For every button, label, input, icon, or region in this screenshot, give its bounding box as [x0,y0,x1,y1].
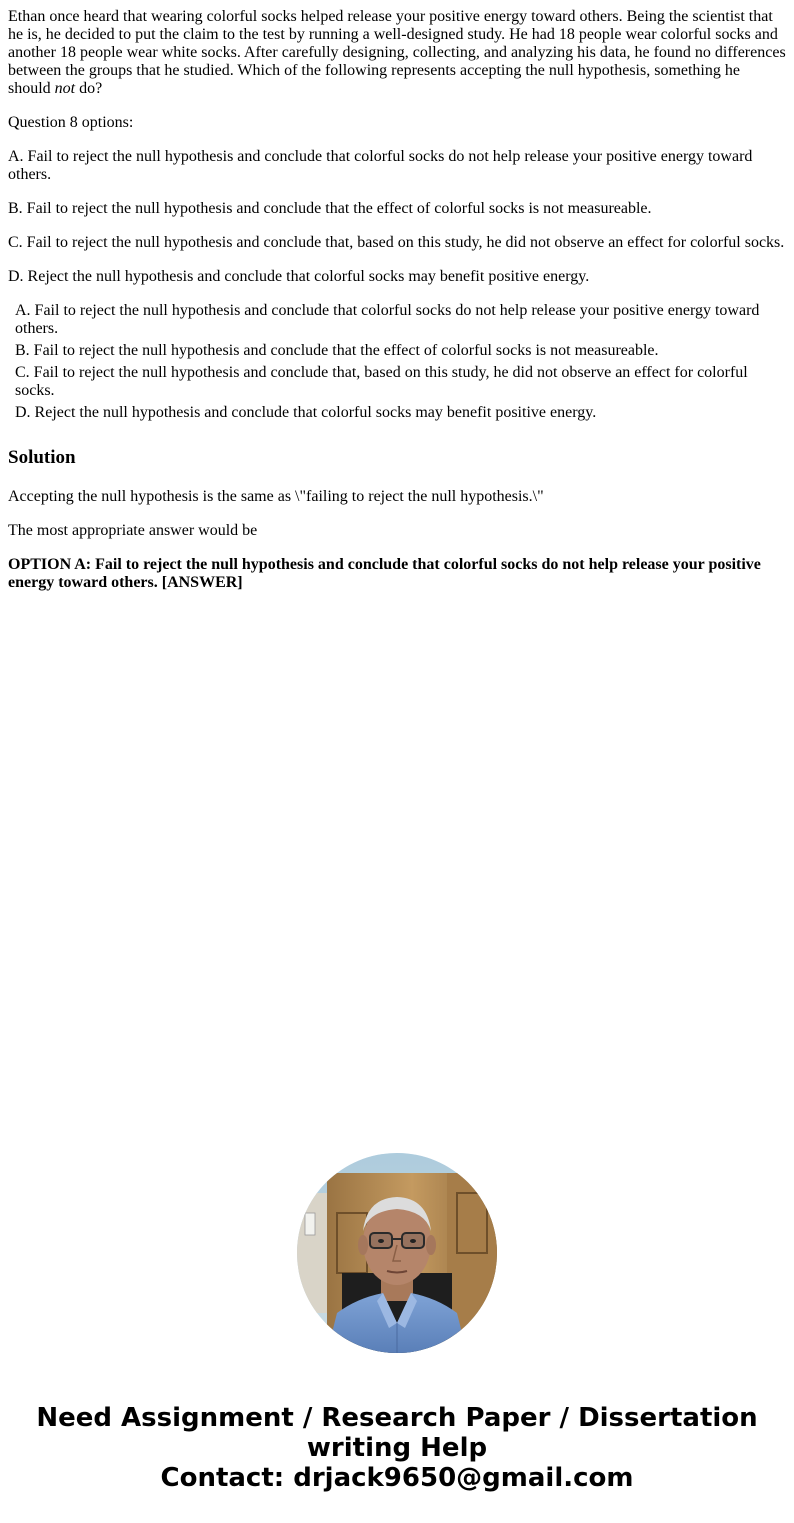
footer-line-1: Need Assignment / Research Paper / Dissertation [36,1403,758,1433]
option-paragraph-a: A. Fail to reject the null hypothesis and conclude that colorful socks do not help release your positive energy toward others. [8,148,753,183]
solution-answer: OPTION A: Fail to reject the null hypothesis and conclude that colorful socks do not help release your positive energy toward others. [ANSWER] [8,556,761,591]
avatar-photo [297,1153,497,1353]
footer-contact: Contact: drjack9650@gmail.com [160,1463,634,1493]
question-text [8,8,786,98]
option-paragraph-c: C. Fail to reject the null hypothesis and conclude that, based on this study, he did not observe an effect for colorful socks. [8,234,785,251]
option-list [8,302,786,422]
footer-banner [0,1403,794,1493]
option-paragraph-b: B. Fail to reject the null hypothesis and conclude that the effect of colorful socks is not measureable. [8,200,652,217]
document-body [0,0,794,592]
question-text-after: do? [75,80,103,97]
solution-line-1: Accepting the null hypothesis is the same as \"failing to reject the null hypothesis.\" [8,488,544,505]
option-list-item-b: B. Fail to reject the null hypothesis and conclude that the effect of colorful socks is not measureable. [15,342,659,359]
question-text-before: Ethan once heard that wearing colorful socks helped release your positive energy toward others. Being the scientist that he is, he decided to put the claim to the test by running a well-designed study. He had 18 people wear colorful socks and another 18 people wear white socks. After carefully designing, collecting, and analyzing his data, he found no differences between the groups that he studied. Which of the following represents accepting the null hypothesis, something he should [8,8,786,97]
solution-line-2: The most appropriate answer would be [8,522,258,539]
option-list-item-d: D. Reject the null hypothesis and conclude that colorful socks may benefit positive energy. [15,404,597,421]
solution-heading: Solution [8,447,76,468]
avatar [297,1153,497,1353]
question-emphasis: not [54,80,76,97]
option-list-item-c: C. Fail to reject the null hypothesis and conclude that, based on this study, he did not observe an effect for colorful socks. [15,364,748,399]
options-heading: Question 8 options: [8,114,134,131]
option-list-item-a: A. Fail to reject the null hypothesis and conclude that colorful socks do not help release your positive energy toward others. [15,302,760,337]
footer-line-2: writing Help [306,1433,488,1463]
option-paragraph-d: D. Reject the null hypothesis and conclude that colorful socks may benefit positive energy. [8,268,590,285]
